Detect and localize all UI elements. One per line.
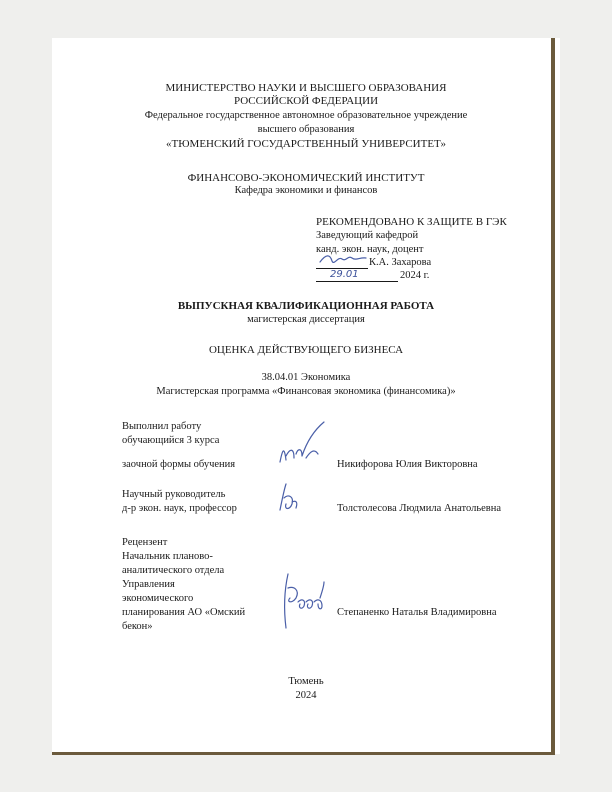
reviewer-label-1: Рецензент: [122, 537, 168, 548]
supervisor-label-2: д-р экон. наук, профессор: [122, 503, 237, 514]
approval-date-handwritten: 29.01: [330, 269, 359, 280]
supervisor-label-1: Научный руководитель: [122, 489, 226, 500]
work-subtype: магистерская диссертация: [247, 314, 365, 325]
supervisor-signature: [274, 480, 304, 514]
reviewer-name: Степаненко Наталья Владимировна: [337, 607, 497, 618]
university-name: «ТЮМЕНСКИЙ ГОСУДАРСТВЕННЫЙ УНИВЕРСИТЕТ»: [166, 138, 446, 150]
specialty-code: 38.04.01 Экономика: [261, 372, 351, 383]
head-signature: [318, 252, 368, 268]
reviewer-label-5: экономического: [122, 593, 194, 604]
work-title: ОЦЕНКА ДЕЙСТВУЮЩЕГО БИЗНЕСА: [208, 344, 404, 356]
author-label-3: заочной формы обучения: [122, 459, 236, 470]
author-label-1: Выполнил работу: [122, 421, 202, 432]
paper-edge-bottom: [52, 752, 555, 755]
reviewer-signature: [272, 568, 328, 632]
footer-city: Тюмень: [288, 676, 324, 687]
institution-line-2: высшего образования: [257, 124, 355, 135]
reviewer-label-4: Управления: [122, 579, 175, 590]
reviewer-label-2: Начальник планово-: [122, 551, 213, 562]
approval-title: РЕКОМЕНДОВАНО К ЗАЩИТЕ В ГЭК: [316, 216, 507, 228]
ministry-line-1: МИНИСТЕРСТВО НАУКИ И ВЫСШЕГО ОБРАЗОВАНИЯ: [165, 82, 447, 94]
work-type: ВЫПУСКНАЯ КВАЛИФИКАЦИОННАЯ РАБОТА: [177, 300, 435, 312]
reviewer-label-3: аналитического отдела: [122, 565, 225, 576]
approval-name: К.А. Захарова: [369, 257, 432, 268]
program-name: Магистерская программа «Финансовая экономика (финансомика)»: [156, 386, 456, 397]
institute-name: ФИНАНСОВО-ЭКОНОМИЧЕСКИЙ ИНСТИТУТ: [187, 172, 425, 184]
reviewer-label-7: бекон»: [122, 621, 153, 632]
approval-degree: канд. экон. наук, доцент: [316, 244, 424, 255]
author-signature: [272, 418, 332, 474]
reviewer-label-6: планирования АО «Омский: [122, 607, 246, 618]
approval-date-line: [316, 281, 398, 282]
footer-year: 2024: [295, 690, 317, 701]
ministry-line-2: РОССИЙСКОЙ ФЕДЕРАЦИИ: [233, 95, 379, 107]
author-label-2: обучающийся 3 курса: [122, 435, 220, 446]
approval-year: 2024 г.: [400, 270, 430, 281]
supervisor-name: Толстолесова Людмила Анатольевна: [337, 503, 502, 514]
author-name: Никифорова Юлия Викторовна: [337, 459, 478, 470]
approval-role: Заведующий кафедрой: [316, 230, 419, 241]
institution-line-1: Федеральное государственное автономное образовательное учреждение: [144, 110, 468, 121]
department-name: Кафедра экономики и финансов: [234, 185, 378, 196]
